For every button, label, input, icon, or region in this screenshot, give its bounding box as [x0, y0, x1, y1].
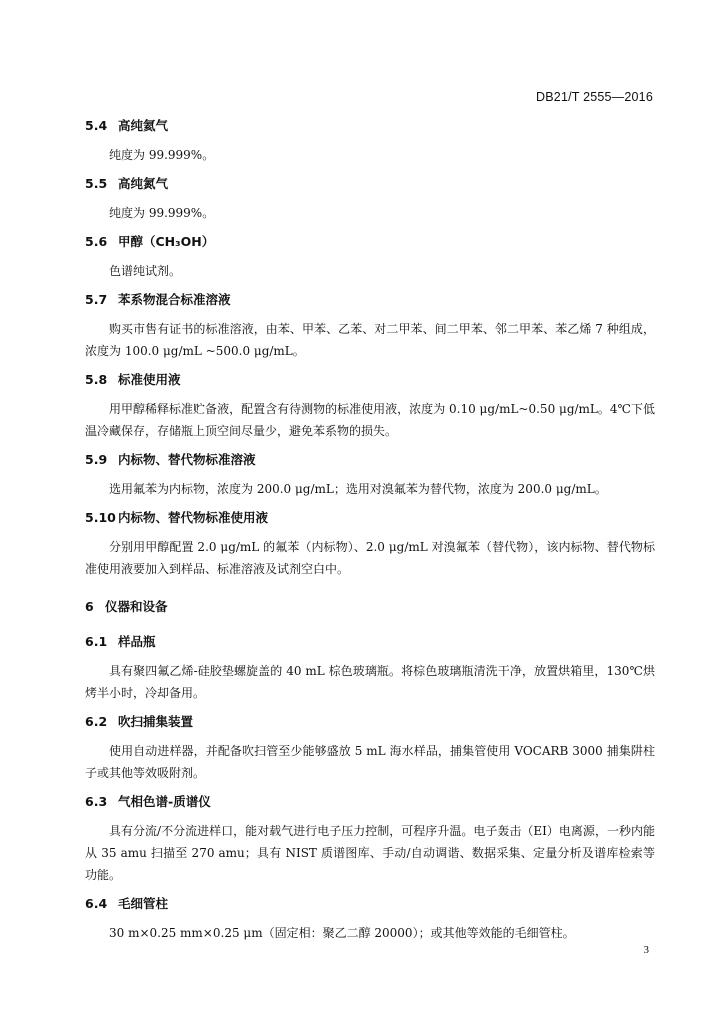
section-paragraph: 30 m×0.25 mm×0.25 μm（固定相：聚乙二醇 20000）；或其他等效能的毛细管柱。 [109, 926, 575, 940]
section-number: 6.4 [85, 896, 108, 911]
section-heading [85, 369, 655, 391]
section-number: 6.1 [85, 634, 108, 649]
section-heading [85, 507, 655, 529]
section-number: 5.5 [85, 176, 108, 191]
section-title: 标准使用液 [118, 372, 181, 387]
section-title: 吹扫捕集装置 [118, 714, 194, 729]
section-5-8 [85, 369, 655, 442]
section-heading [85, 711, 655, 733]
section-6-1 [85, 631, 655, 704]
section-number: 5.4 [85, 118, 108, 133]
section-paragraph: 用甲醇稀释标准贮备液，配置含有待测物的标准使用液，浓度为 0.10 μg/mL~0.50 μg/mL。4℃下低温冷藏保存，存储瓶上顶空间尽量少，避免苯系物的损失。 [85, 402, 655, 438]
section-paragraph: 分别用甲醇配置 2.0 μg/mL 的氟苯（内标物）、2.0 μg/mL 对溴氟苯（替代物），该内标物、替代物标准使用液要加入到样品、标准溶液及试剂空白中。 [85, 540, 655, 576]
page-number: 3 [643, 944, 649, 956]
section-title: 毛细管柱 [118, 896, 169, 911]
section-paragraph: 纯度为 99.999%。 [109, 206, 215, 220]
section-heading [85, 289, 655, 311]
section-title: 内标物、替代物标准溶液 [118, 452, 256, 467]
section-heading [85, 791, 655, 813]
section-paragraph: 色谱纯试剂。 [109, 264, 182, 278]
section-number: 5.6 [85, 234, 108, 249]
section-6-3 [85, 791, 655, 886]
section-title: 甲醇（CH₃OH） [118, 234, 215, 249]
section-paragraph: 纯度为 99.999%。 [109, 148, 215, 162]
section-5-10 [85, 507, 655, 580]
document-code: DB21/T 2555—2016 [536, 90, 653, 104]
section-5-4 [85, 115, 655, 166]
section-number: 5.9 [85, 452, 108, 467]
section-number: 5.8 [85, 372, 108, 387]
section-heading [85, 173, 655, 195]
section-heading [85, 631, 655, 653]
section-paragraph: 选用氟苯为内标物，浓度为 200.0 μg/mL；选用对溴氟苯为替代物，浓度为 200.0 μg/mL。 [109, 482, 607, 496]
section-title: 高纯氮气 [118, 176, 169, 191]
section-title: 高纯氦气 [118, 118, 169, 133]
section-6-4 [85, 893, 655, 944]
section-title: 内标物、替代物标准使用液 [118, 510, 269, 525]
section-5-7 [85, 289, 655, 362]
section-title: 苯系物混合标准溶液 [118, 292, 231, 307]
chapter-number: 6 [85, 599, 94, 614]
section-number: 5.7 [85, 292, 108, 307]
chapter-6 [85, 596, 655, 618]
section-heading [85, 893, 655, 915]
section-5-9 [85, 449, 655, 500]
section-paragraph: 使用自动进样器，并配备吹扫管至少能够盛放 5 mL 海水样品，捕集管使用 VOCARB 3000 捕集阱柱子或其他等效吸附剂。 [85, 744, 655, 780]
section-paragraph: 具有聚四氟乙烯-硅胶垫螺旋盖的 40 mL 棕色玻璃瓶。将棕色玻璃瓶清洗干净，放置烘箱里，130℃烘烤半小时，冷却备用。 [85, 664, 655, 700]
section-title: 气相色谱-质谱仪 [118, 794, 211, 809]
section-5-6 [85, 231, 655, 282]
section-title: 样品瓶 [118, 634, 156, 649]
section-6-2 [85, 711, 655, 784]
chapter-heading [85, 596, 655, 618]
section-number: 5.10 [85, 510, 116, 525]
chapter-title: 仪器和设备 [105, 599, 168, 614]
section-heading [85, 115, 655, 137]
section-paragraph: 具有分流/不分流进样口，能对载气进行电子压力控制，可程序升温。电子轰击（EI）电离源，一秒内能从 35 amu 扫描至 270 amu；具有 NIST 质谱图库、手动/自动调谐、数据采集、定量分析及谱库检索等功能。 [85, 824, 655, 882]
section-paragraph: 购买市售有证书的标准溶液，由苯、甲苯、乙苯、对二甲苯、间二甲苯、邻二甲苯、苯乙烯 7 种组成，浓度为 100.0 μg/mL ~500.0 μg/mL。 [85, 322, 655, 358]
document-body [85, 115, 655, 944]
section-number: 6.2 [85, 714, 108, 729]
section-heading [85, 231, 655, 253]
section-5-5 [85, 173, 655, 224]
section-number: 6.3 [85, 794, 108, 809]
section-heading [85, 449, 655, 471]
